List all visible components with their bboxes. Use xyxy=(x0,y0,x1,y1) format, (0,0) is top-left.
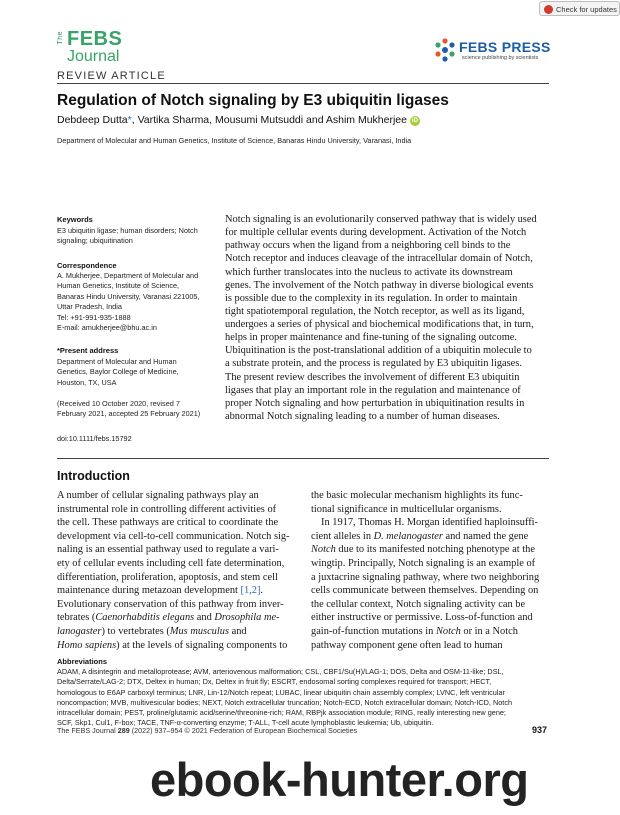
affiliation: Department of Molecular and Human Genetics, Institute of Science, Banaras Hindu University, Varanasi, India xyxy=(57,136,412,145)
watermark-text: ebook-hunter.org xyxy=(150,753,529,806)
body-line xyxy=(311,543,548,557)
body-line: pathway component gene often lead to human xyxy=(311,639,503,651)
abstract-line: proper Notch signaling and how perturbation in ubiquitination results in xyxy=(225,397,525,409)
body-line xyxy=(311,625,548,639)
abbreviations-line: SCF, Skp1, Cul1, F-box; TACE, TNF-α-converting enzyme; T-ALL, T-cell acute lymphoblastic leukemia; Ub, ubiquitin. xyxy=(57,718,434,728)
body-text: and xyxy=(229,625,247,637)
article-type: REVIEW ARTICLE xyxy=(57,70,166,82)
species-name: Caenorhabditis elegans xyxy=(95,612,195,624)
abstract xyxy=(225,213,548,423)
abbreviations-line: intracellular domain; PEST, proline/glutamic acid/serine/threonine-rich; RAM, RBPjk association module; RING, really interesting new gene; xyxy=(57,708,506,718)
journal-logo-journal: Journal xyxy=(67,48,120,65)
present-address-marker[interactable]: * xyxy=(127,114,132,126)
abbreviations-line: ADAM, A disintegrin and metalloprotease; AVM, arteriovenous malformation; CSL, CBF1/Su(H)/LAG-1; DOS, Delta and OSM-11-like; DSL, xyxy=(57,667,504,676)
body-line: a juxtacrine signaling pathway, where two neighboring xyxy=(311,571,540,583)
keywords-line: signaling; ubiquitination xyxy=(57,236,133,246)
abstract-line: Notch receptor and induces cleavage of the intracellular domain of Notch, xyxy=(225,253,533,265)
check-for-updates-label: Check for updates xyxy=(556,5,617,14)
species-name: lanogaster xyxy=(57,625,102,637)
author-first: Debdeep Dutta xyxy=(57,114,128,126)
crossmark-icon xyxy=(544,5,553,14)
author-list xyxy=(57,114,557,126)
body-line: the basic molecular mechanism highlights its func- xyxy=(311,490,523,501)
correspondence-line: Human Genetics, Institute of Science, xyxy=(57,281,180,291)
abstract-line: which further translocates into the nucleus to activate its downstream xyxy=(225,266,513,278)
body-line: In 1917, Thomas H. Morgan identified haploinsuffi- xyxy=(321,517,539,529)
species-name: Homo sapiens xyxy=(57,639,117,651)
page-number: 937 xyxy=(532,725,548,735)
present-address-line: Department of Molecular and Human xyxy=(57,357,177,366)
body-line: the cell. These pathways are critical to coordinate the xyxy=(57,517,279,529)
received-dates xyxy=(57,399,217,420)
intro-column-right xyxy=(311,489,548,652)
correspondence-heading: Correspondence xyxy=(57,261,117,270)
correspondence-line: Banaras Hindu University, Varanasi 221005, xyxy=(57,291,200,301)
species-name: D. melanogaster xyxy=(373,530,443,542)
body-text: ) at the levels of signaling components to xyxy=(116,639,288,651)
abbreviations-line: noncompaction; MVB, multivesicular bodies; NEXT, Notch extracellular truncation; Notch-ECD, Notch extracellular domain; Notch-ICD, Notch xyxy=(57,697,513,707)
check-for-updates-button[interactable] xyxy=(539,1,620,16)
body-line: Evolutionary conservation of this pathway from inver- xyxy=(57,598,284,610)
abstract-line: for multiple cellular events during development. Activation of the Notch xyxy=(225,227,527,239)
gene-name: Notch xyxy=(311,544,336,556)
abstract-line: tight spatiotemporal regulation, the Notch receptor, as well as its ligand, xyxy=(225,305,525,317)
body-text: . xyxy=(260,585,264,597)
abstract-line: abnormal Notch signaling leading to a number of human diseases. xyxy=(225,410,500,422)
abstract-line: helps in proper maintenance and fine-tuning of the signaling outcome. xyxy=(225,332,518,344)
footer-journal: The FEBS Journal xyxy=(57,726,118,735)
journal-logo-the: The xyxy=(57,31,64,45)
press-name: FEBS PRESS xyxy=(459,39,551,55)
gene-name: Notch xyxy=(435,625,461,637)
abstract-line: ligases that play an important role in the regulation and maintenance of xyxy=(225,384,521,396)
abbreviations-heading: Abbreviations xyxy=(57,657,108,666)
author-rest: , Vartika Sharma, Mousumi Mutsuddi and Ashim Mukherjee xyxy=(131,114,407,126)
intro-column-left xyxy=(57,489,293,652)
body-line: development via cell-to-cell communication. Notch sig- xyxy=(57,530,290,542)
body-text: cient alleles in xyxy=(311,530,374,542)
abstract-line: genes. The involvement of the Notch pathway in diverse biological events xyxy=(225,279,534,291)
body-text: gain-of-function mutations in xyxy=(311,625,436,637)
received-line: (Received 10 October 2020, revised 7 xyxy=(57,399,180,408)
febs-press-logo-icon xyxy=(432,37,458,63)
correspondence-line: Uttar Pradesh, India xyxy=(57,302,122,312)
body-text: maintenance during metazoan development xyxy=(57,585,241,597)
body-text: ) to vertebrates ( xyxy=(101,625,170,637)
keywords-line: E3 ubiquitin ligase; human disorders; Notch xyxy=(57,226,198,235)
article-title: Regulation of Notch signaling by E3 ubiquitin ligases xyxy=(57,92,449,109)
correspondence-line: Tel: +91-991-935-1888 xyxy=(57,312,131,322)
introduction-heading: Introduction xyxy=(57,469,130,483)
abbreviations-line: Delta/Serrate/LAG-2; DTX, Deltex in human; Dx, Deltex in fruit fly; ESCRT, endosomal sorting complexes required for transport; HECT, xyxy=(57,677,492,687)
abstract-line: The present review describes the involvement of different E3 ubiquitin xyxy=(225,371,520,383)
correspondence-line: A. Mukherjee, Department of Molecular and xyxy=(57,271,199,280)
body-text: and xyxy=(194,612,215,624)
body-line: instrumental role in controlling different activities of xyxy=(57,503,277,515)
section-divider xyxy=(57,458,549,459)
page-footer xyxy=(57,726,357,735)
present-address-heading: *Present address xyxy=(57,346,119,355)
body-line: cells communicate between themselves. Depending on xyxy=(311,585,539,597)
body-line: naling is an essential pathway used to regulate a vari- xyxy=(57,544,279,556)
body-text: tebrates ( xyxy=(57,612,96,624)
correspondence-email[interactable]: E-mail: amukherjee@bhu.ac.in xyxy=(57,323,157,333)
keywords-heading: Keywords xyxy=(57,215,93,224)
body-line: A number of cellular signaling pathways play an xyxy=(57,490,259,501)
body-line xyxy=(57,584,293,598)
abstract-line: is possible due to the complexity in its regulation. In order to maintain xyxy=(225,292,518,304)
abbreviations-text xyxy=(57,667,549,729)
press-tagline: science publishing by scientists xyxy=(462,55,539,61)
footer-copyright: (2022) 937–954 © 2021 Federation of European Biochemical Societies xyxy=(129,726,358,735)
keywords-text xyxy=(57,226,217,247)
abstract-line: a substrate protein, and the process is regulated by E3 ubiquitin ligases. xyxy=(225,358,522,370)
abstract-line: Ubiquitination is the post-translational addition of a ubiquitin molecule to xyxy=(225,345,532,357)
orcid-icon[interactable]: iD xyxy=(411,118,418,124)
body-line: either instructive or permissive. Loss-of-function and xyxy=(311,612,533,624)
footer-volume: 289 xyxy=(117,726,130,735)
body-line: the cellular context, Notch signaling activity can be xyxy=(311,598,526,610)
species-name: Mus musculus xyxy=(169,625,229,637)
present-address-text xyxy=(57,357,217,388)
body-line: differentiation, proliferation, apoptosis, and stem cell xyxy=(57,571,278,583)
abstract-line: undergoes a series of physical and biochemical modifications that, in turn, xyxy=(225,319,534,330)
present-address-line: Genetics, Baylor College of Medicine, xyxy=(57,367,179,377)
header-divider xyxy=(57,83,549,84)
abbreviations-line: homologous to E6AP carboxyl terminus; LNR, Lin-12/Notch repeat; LUBAC, linear ubiquitin chain assembly complex; LVNC, left ventricular xyxy=(57,687,505,697)
received-line: February 2021, accepted 25 February 2021) xyxy=(57,409,201,419)
abstract-line: pathway occurs when the ligand from a neighboring cell binds to the xyxy=(225,240,511,252)
body-line: ety of cellular events including cell fate determination, xyxy=(57,557,285,569)
citation-link[interactable]: [1,2] xyxy=(240,585,261,597)
journal-logo-febs: FEBS xyxy=(67,28,123,50)
body-line: tional significance in multicellular organisms. xyxy=(311,503,502,515)
body-text: or in a Notch xyxy=(460,625,518,637)
abstract-line: Notch signaling is an evolutionarily conserved pathway that is widely used xyxy=(225,214,537,225)
present-address-line: Houston, TX, USA xyxy=(57,377,117,387)
body-text: and named the gene xyxy=(442,530,529,542)
correspondence-text xyxy=(57,271,217,333)
body-line xyxy=(57,639,293,653)
body-text: due to its manifested notching phenotype at the xyxy=(335,544,535,556)
body-line xyxy=(57,611,293,625)
doi-link[interactable]: doi:10.1111/febs.15792 xyxy=(57,434,132,443)
body-line: wingtip. Principally, Notch signaling is an example of xyxy=(311,557,536,569)
body-line xyxy=(311,530,548,544)
species-name: Drosophila me- xyxy=(214,612,280,624)
body-line xyxy=(57,625,293,639)
